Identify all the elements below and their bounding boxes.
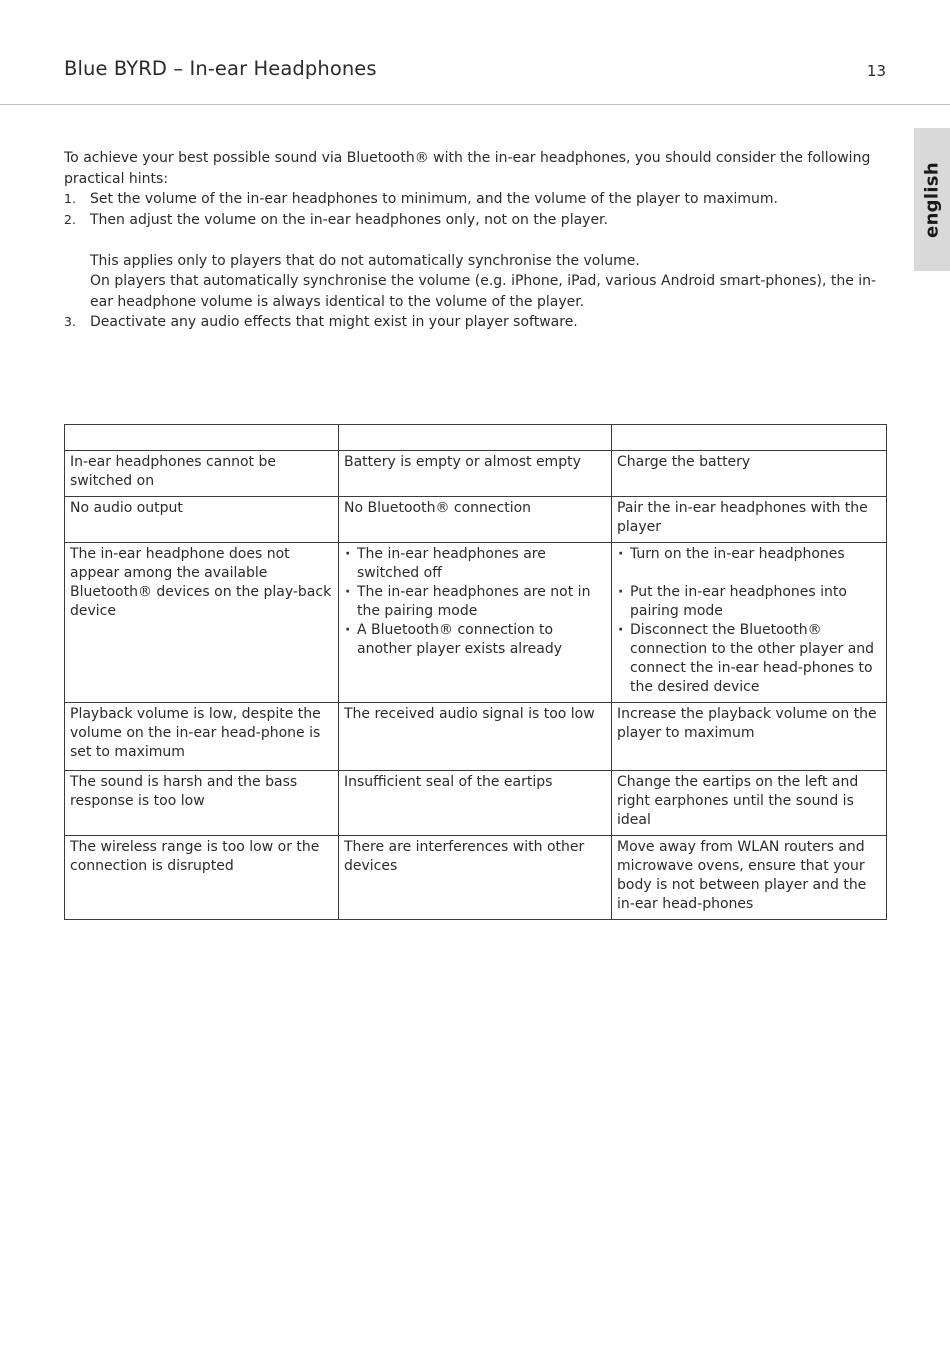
column-header-solution (612, 425, 887, 451)
table-row (65, 451, 887, 497)
problem-cell: The sound is harsh and the bass response is too low (65, 771, 339, 836)
solution-item: · Turn on the in-ear headphones (617, 545, 882, 564)
column-header-cause (339, 425, 612, 451)
cause-list (344, 545, 607, 659)
intro-section (64, 148, 884, 333)
hint-note: On players that automatically synchronise the volume (e.g. iPhone, iPad, various Android smart-phones), the in-ear headphone volume is always identical to the volume of the player. (90, 273, 877, 310)
hint-text: Then adjust the volume on the in-ear headphones only, not on the player. (90, 211, 608, 228)
table-row (65, 836, 887, 920)
page-title: Blue BYRD – In-ear Headphones (64, 57, 377, 80)
intro-lead: To achieve your best possible sound via Bluetooth® with the in-ear headphones, you should consider the following practical hints: (64, 150, 871, 187)
cause-cell (339, 543, 612, 703)
table-row (65, 771, 887, 836)
table-row (65, 703, 887, 771)
column-header-problem (65, 425, 339, 451)
hint-number: 3. (64, 314, 76, 329)
troubleshooting-table (64, 424, 887, 920)
solution-cell: Pair the in-ear headphones with the player (612, 497, 887, 543)
hint-note: This applies only to players that do not automatically synchronise the volume. (90, 252, 640, 269)
language-tab (914, 128, 950, 271)
page-number: 13 (866, 62, 886, 80)
table-header-row (65, 425, 887, 451)
solution-list (617, 545, 882, 697)
problem-cell: The in-ear headphone does not appear among the available Bluetooth® devices on the play-back device (65, 543, 339, 703)
cause-cell: The received audio signal is too low (339, 703, 612, 771)
cause-cell: No Bluetooth® connection (339, 497, 612, 543)
cause-cell: Battery is empty or almost empty (339, 451, 612, 497)
hint-item (64, 189, 884, 210)
problem-cell: Playback volume is low, despite the volume on the in-ear head-phone is set to maximum (65, 703, 339, 771)
solution-cell: Move away from WLAN routers and microwave ovens, ensure that your body is not between player and the in-ear head-phones (612, 836, 887, 920)
hint-item (64, 312, 884, 333)
problem-cell: The wireless range is too low or the connection is disrupted (65, 836, 339, 920)
solution-item: · Put the in-ear headphones into pairing mode (617, 583, 882, 621)
table-row (65, 543, 887, 703)
hint-text: Deactivate any audio effects that might exist in your player software. (90, 314, 578, 330)
cause-item: · The in-ear headphones are not in the pairing mode (344, 583, 607, 621)
hint-number: 1. (64, 191, 76, 206)
language-tab-label: english (921, 161, 943, 238)
cause-cell: Insufficient seal of the eartips (339, 771, 612, 836)
table-row (65, 497, 887, 543)
hint-text: Set the volume of the in-ear headphones to minimum, and the volume of the player to maximum. (90, 191, 778, 207)
problem-cell: In-ear headphones cannot be switched on (65, 451, 339, 497)
cause-item: · A Bluetooth® connection to another player exists already (344, 621, 607, 659)
hint-number: 2. (64, 211, 76, 227)
solution-item: · Disconnect the Bluetooth® connection to the other player and connect the in-ear head-phones to the desired device (617, 621, 882, 697)
hint-item (64, 210, 884, 231)
cause-item: · The in-ear headphones are switched off (344, 545, 607, 583)
solution-cell: Charge the battery (612, 451, 887, 497)
solution-cell: Change the eartips on the left and right earphones until the sound is ideal (612, 771, 887, 836)
solution-cell: Increase the playback volume on the player to maximum (612, 703, 887, 771)
header-divider (0, 104, 950, 105)
problem-cell: No audio output (65, 497, 339, 543)
solution-cell (612, 543, 887, 703)
cause-cell: There are interferences with other devices (339, 836, 612, 920)
